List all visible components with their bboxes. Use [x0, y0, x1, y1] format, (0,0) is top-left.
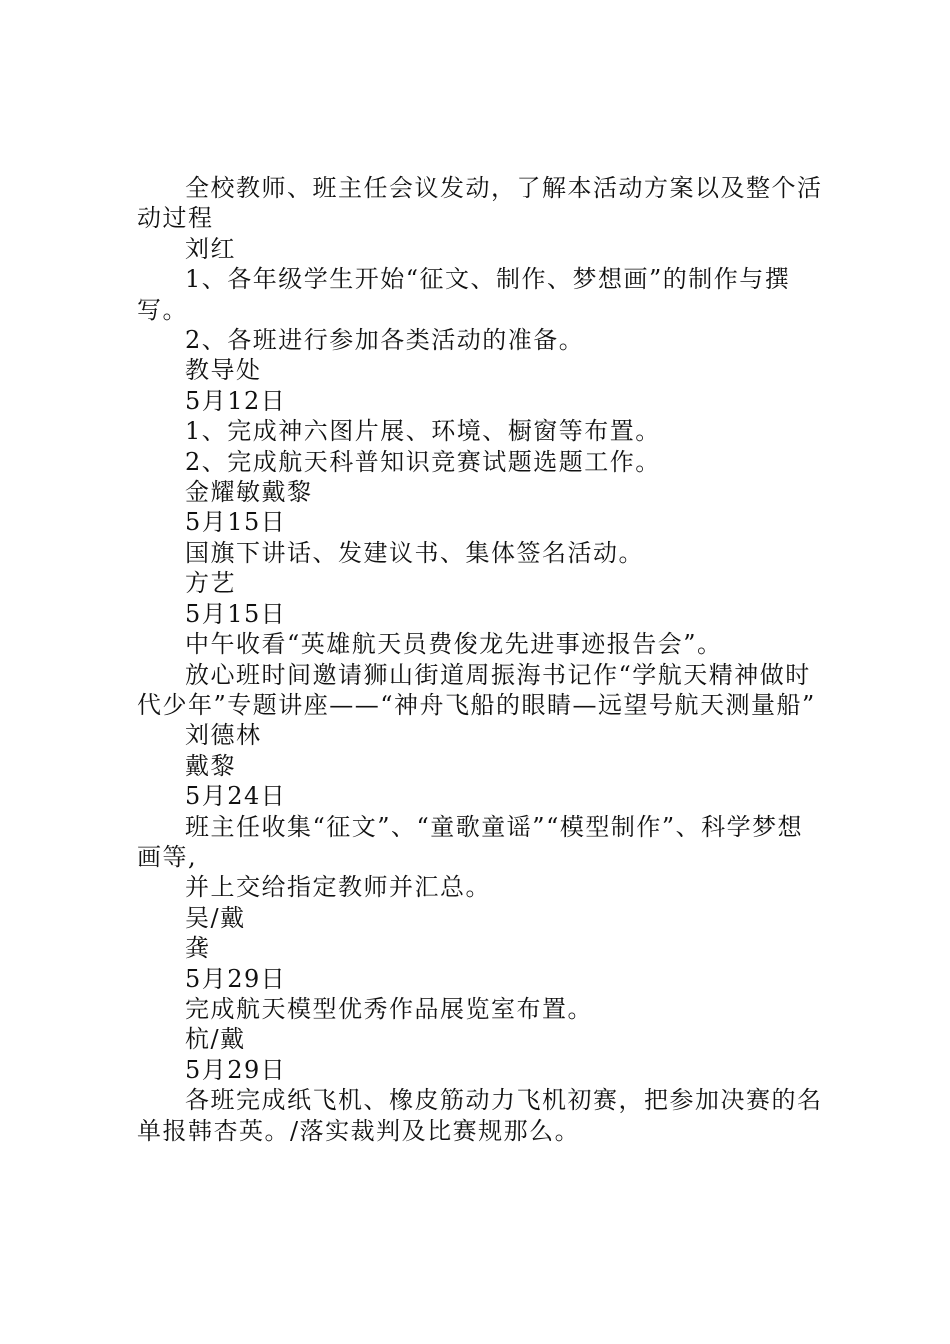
- paragraph-owner: 戴黎: [185, 751, 236, 780]
- paragraph-task: 完成航天模型优秀作品展览室布置。: [185, 994, 593, 1023]
- paragraph-task: 并上交给指定教师并汇总。: [185, 873, 491, 902]
- paragraph-owner: 教导处: [185, 356, 262, 385]
- paragraph-task: 国旗下讲话、发建议书、集体签名活动。: [185, 538, 644, 567]
- paragraph-task: 中午收看“英雄航天员费俊龙先进事迹报告会”。: [185, 630, 723, 659]
- paragraph-task: 班主任收集“征文”、“童歌童谣”“模型制作”、科学梦想画等,: [137, 812, 804, 871]
- paragraph-task: 各班完成纸飞机、橡皮筋动力飞机初赛，把参加决赛的名单报韩杏英。/落实裁判及比赛规那么。: [137, 1086, 823, 1145]
- paragraph-owner: 方艺: [185, 569, 236, 598]
- paragraph-date: 5月24日: [185, 782, 287, 811]
- paragraph-owner: 金耀敏戴黎: [185, 478, 313, 507]
- paragraph-owner: 龚: [185, 934, 211, 963]
- paragraph-date: 5月15日: [185, 599, 287, 628]
- paragraph-owner: 杭/戴: [185, 1025, 246, 1054]
- paragraph-date: 5月12日: [185, 386, 287, 415]
- paragraph-date: 5月29日: [185, 964, 287, 993]
- paragraph-date: 5月29日: [185, 1055, 287, 1084]
- paragraph-owner: 刘德林: [185, 721, 262, 750]
- paragraph-task: 2、各班进行参加各类活动的准备。: [185, 326, 585, 355]
- paragraph-task: 1、完成神六图片展、环境、橱窗等布置。: [185, 417, 661, 446]
- paragraph-task: 放心班时间邀请狮山街道周振海书记作“学航天精神做时代少年”专题讲座——“神舟飞船的眼睛—远望号航天测量船”: [137, 660, 816, 719]
- paragraph-owner: 刘红: [185, 234, 236, 263]
- paragraph-date: 5月15日: [185, 508, 287, 537]
- paragraph-task: 2、完成航天科普知识竞赛试题选题工作。: [185, 447, 661, 476]
- document-body: [137, 173, 827, 1146]
- paragraph-task: 1、各年级学生开始“征文、制作、梦想画”的制作与撰写。: [137, 265, 791, 324]
- paragraph-meeting: 全校教师、班主任会议发动，了解本活动方案以及整个活动过程: [137, 174, 823, 233]
- paragraph-owner: 吴/戴: [185, 903, 246, 932]
